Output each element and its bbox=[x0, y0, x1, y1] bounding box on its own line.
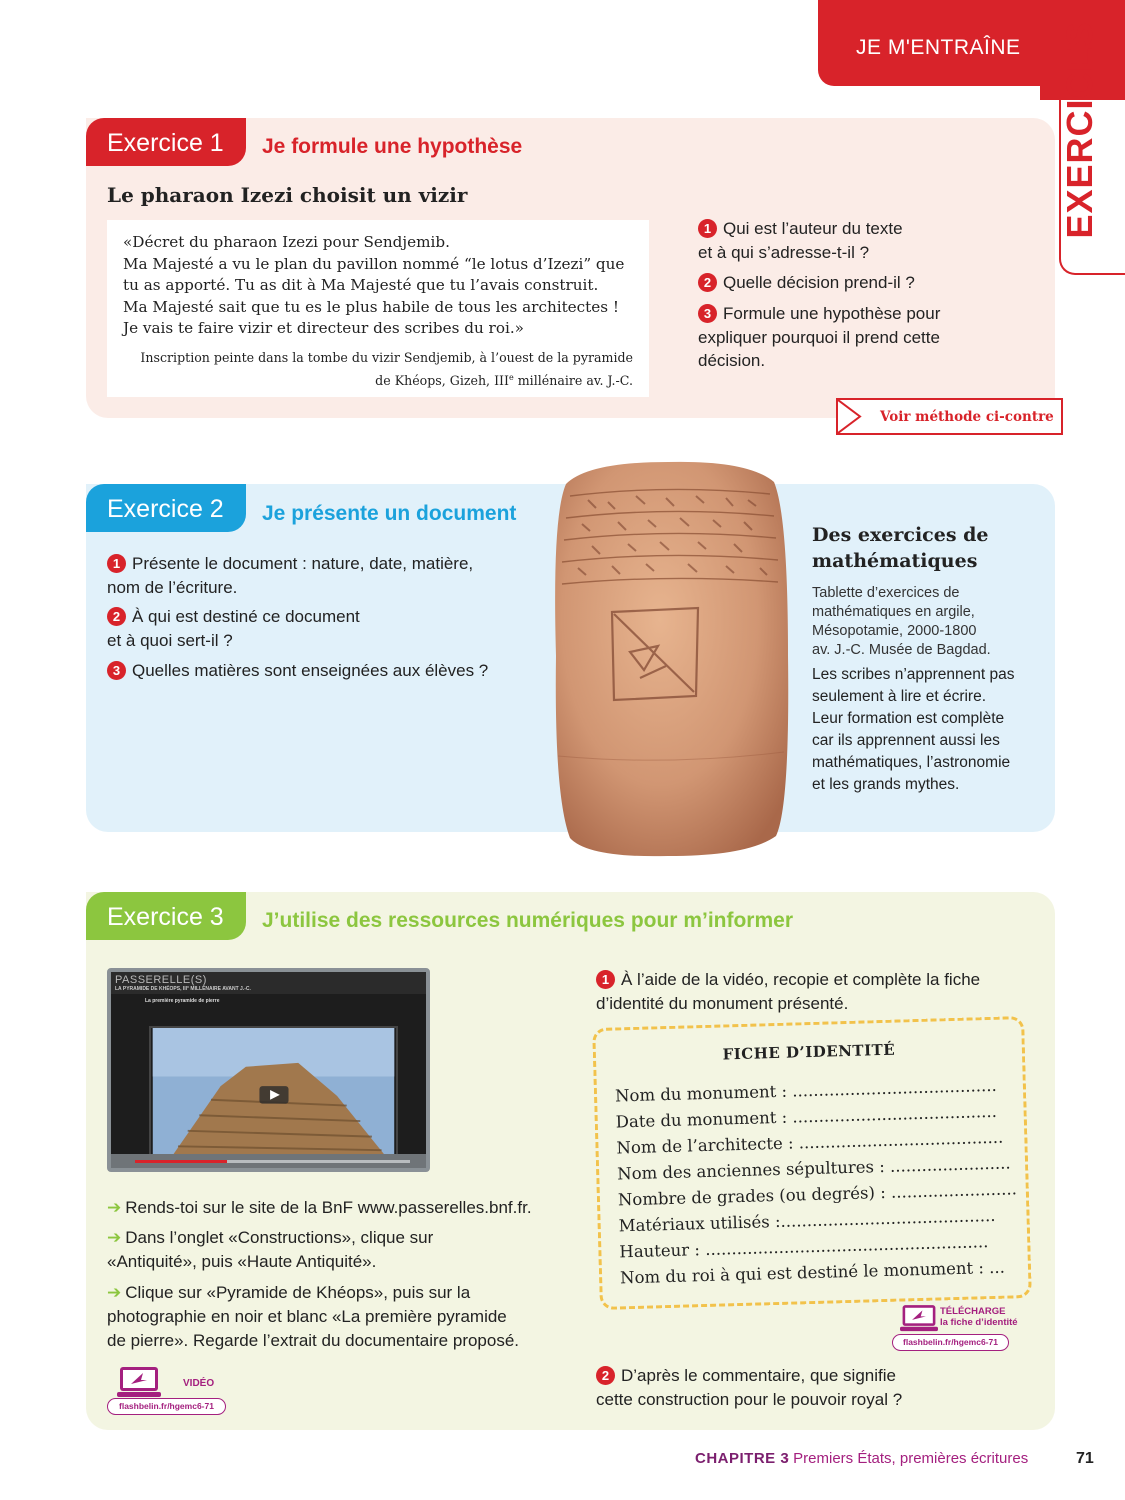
instruction-2: ➔ Dans l’onglet «Constructions», clique sur «Antiquité», puis «Haute Antiquité». bbox=[107, 1228, 434, 1271]
quote-line: Ma Majesté sait que tu es le plus habile de tous les architectes ! bbox=[123, 297, 619, 316]
identity-sheet-row: Nombre de grades (ou degrés) : ........................ bbox=[617, 1179, 1018, 1210]
video-progress-fill bbox=[135, 1160, 227, 1163]
identity-sheet-row: Nom des anciennes sépultures : ....................... bbox=[616, 1153, 1011, 1184]
exercise-2-title: Je présente un document bbox=[262, 502, 517, 525]
identity-sheet-row: Nom du monument : ....................................... bbox=[614, 1075, 997, 1106]
footer-chapter: CHAPITRE 3 bbox=[695, 1450, 790, 1467]
document-title: Des exercices de mathématiques bbox=[812, 524, 989, 572]
number-badge: 2 bbox=[698, 273, 717, 292]
section-tab bbox=[818, 0, 1040, 86]
exercise-2-tab-label: Exercice 2 bbox=[107, 495, 224, 523]
identity-sheet-row: Matériaux utilisés :......................................... bbox=[618, 1205, 996, 1236]
document-text: Les scribes n’apprennent pas seulement à lire et écrire. Leur formation est complète car ils apprennent aussi les mathématiques, l’astronomie et les grands mythes. bbox=[812, 666, 1015, 793]
exercise-3-tab-label: Exercice 3 bbox=[107, 903, 224, 931]
arrow-right-icon: ➔ bbox=[107, 1283, 122, 1302]
document-caption: Tablette d’exercices de mathématiques en argile, Mésopotamie, 2000-1800 av. J.-C. Musée de Bagdad. bbox=[812, 585, 991, 658]
number-badge: 1 bbox=[698, 219, 717, 238]
exercise-2-question-3: 3 Quelles matières sont enseignées aux élèves ? bbox=[107, 659, 488, 683]
exercise-1-tab bbox=[86, 118, 246, 166]
exercise-1-title: Je formule une hypothèse bbox=[262, 135, 523, 158]
clay-tablet-image bbox=[548, 456, 790, 861]
identity-sheet bbox=[592, 1016, 1032, 1310]
quote-line: Je vais te faire vizir et directeur des scribes du roi.» bbox=[123, 319, 524, 337]
number-badge: 2 bbox=[596, 1366, 615, 1385]
exercise-2-question-1: 1 Présente le document : nature, date, matière, nom de l’écriture. bbox=[107, 554, 474, 597]
video-player[interactable] bbox=[107, 968, 430, 1172]
download-badge-label: TÉLÉCHARGE la fiche d’identité bbox=[940, 1306, 1018, 1328]
laptop-cursor-icon bbox=[117, 1366, 161, 1400]
quote-line: tu as apporté. Tu as dit à Ma Majesté que tu l’avais construit. bbox=[123, 276, 599, 294]
exercise-2-question-2: 2 À qui est destiné ce document et à quoi sert-il ? bbox=[107, 607, 360, 650]
side-label bbox=[1050, 21, 1110, 239]
quote-box bbox=[107, 220, 649, 397]
number-badge: 3 bbox=[698, 304, 717, 323]
exercise-1-tab-label: Exercice 1 bbox=[107, 129, 224, 157]
video-badge-url[interactable]: flashbelin.fr/hgemc6-71 bbox=[107, 1398, 226, 1415]
number-badge: 3 bbox=[107, 661, 126, 680]
laptop-cursor-icon bbox=[900, 1304, 938, 1334]
section-tab-label: JE M'ENTRAÎNE bbox=[856, 36, 1021, 59]
instruction-1: ➔ Rends-toi sur le site de la BnF www.passerelles.bnf.fr. bbox=[107, 1198, 532, 1217]
exercise-3-question-1: 1 À l’aide de la vidéo, recopie et complète la fiche d’identité du monument présenté. bbox=[596, 970, 981, 1013]
method-link-label: Voir méthode ci-contre bbox=[880, 409, 1054, 425]
identity-sheet-row: Date du monument : ....................................... bbox=[615, 1101, 998, 1132]
side-label-text: EXERCICES bbox=[1059, 21, 1100, 239]
exercise-2-tab bbox=[86, 484, 246, 532]
method-link-button[interactable] bbox=[836, 398, 1063, 435]
download-badge[interactable] bbox=[892, 1304, 1032, 1352]
identity-sheet-row: Nom de l’architecte : ....................................... bbox=[616, 1127, 1004, 1158]
footer-chapter-title: - Premiers États, premières écritures bbox=[784, 1450, 1029, 1467]
chevron-right-icon bbox=[838, 400, 868, 433]
quote-source-line: de Khéops, Gizeh, IIIe millénaire av. J.-C. bbox=[375, 373, 633, 389]
exercise-3-question-2: 2 D’après le commentaire, que signifie cette construction pour le pouvoir royal ? bbox=[596, 1366, 903, 1409]
number-badge: 1 bbox=[107, 554, 126, 573]
quote-line: «Décret du pharaon Izezi pour Sendjemib. bbox=[123, 233, 450, 251]
video-subtitle: La première pyramide de pierre bbox=[145, 998, 220, 1004]
exercise-1-question-1: 1 Qui est l’auteur du texte et à qui s’adresse-t-il ? bbox=[698, 219, 903, 262]
identity-sheet-row: Hauteur : ...................................................... bbox=[619, 1232, 989, 1262]
number-badge: 2 bbox=[107, 607, 126, 626]
exercise-3-title: J’utilise des ressources numériques pour m’informer bbox=[262, 909, 793, 932]
arrow-right-icon: ➔ bbox=[107, 1228, 122, 1247]
exercise-1-question-3: 3 Formule une hypothèse pour expliquer pourquoi il prend cette décision. bbox=[698, 304, 941, 370]
page-number: 71 bbox=[1076, 1450, 1094, 1467]
video-header-text: LA PYRAMIDE DE KHÉOPS, III° MILLÉNAIRE AVANT J.-C. bbox=[115, 986, 251, 992]
arrow-right-icon: ➔ bbox=[107, 1198, 122, 1217]
identity-sheet-title: FICHE D’IDENTITÉ bbox=[722, 1040, 896, 1064]
exercise-1-subtitle: Le pharaon Izezi choisit un vizir bbox=[107, 183, 468, 207]
quote-source-line: Inscription peinte dans la tombe du vizir Sendjemib, à l’ouest de la pyramide bbox=[140, 350, 633, 365]
quote-line: Ma Majesté a vu le plan du pavillon nommé “le lotus d’Izezi” que bbox=[123, 254, 625, 273]
video-logo: PASSERELLE(S) bbox=[115, 974, 207, 986]
pyramid-thumbnail bbox=[149, 1026, 398, 1158]
quote-source bbox=[140, 348, 633, 391]
number-badge: 1 bbox=[596, 970, 615, 989]
exercise-3-tab bbox=[86, 892, 246, 940]
video-badge-label: VIDÉO bbox=[183, 1378, 215, 1389]
identity-sheet-row: Nom du roi à qui est destiné le monument : ... bbox=[619, 1257, 1006, 1288]
download-badge-url[interactable]: flashbelin.fr/hgemc6-71 bbox=[892, 1334, 1009, 1351]
video-badge[interactable] bbox=[107, 1366, 237, 1416]
exercise-1-question-2: 2 Quelle décision prend-il ? bbox=[698, 271, 915, 295]
instruction-3: ➔ Clique sur «Pyramide de Khéops», puis sur la photographie en noir et blanc «La première pyramide de pierre». Regarde l’extrait du documentaire proposé. bbox=[107, 1283, 520, 1350]
